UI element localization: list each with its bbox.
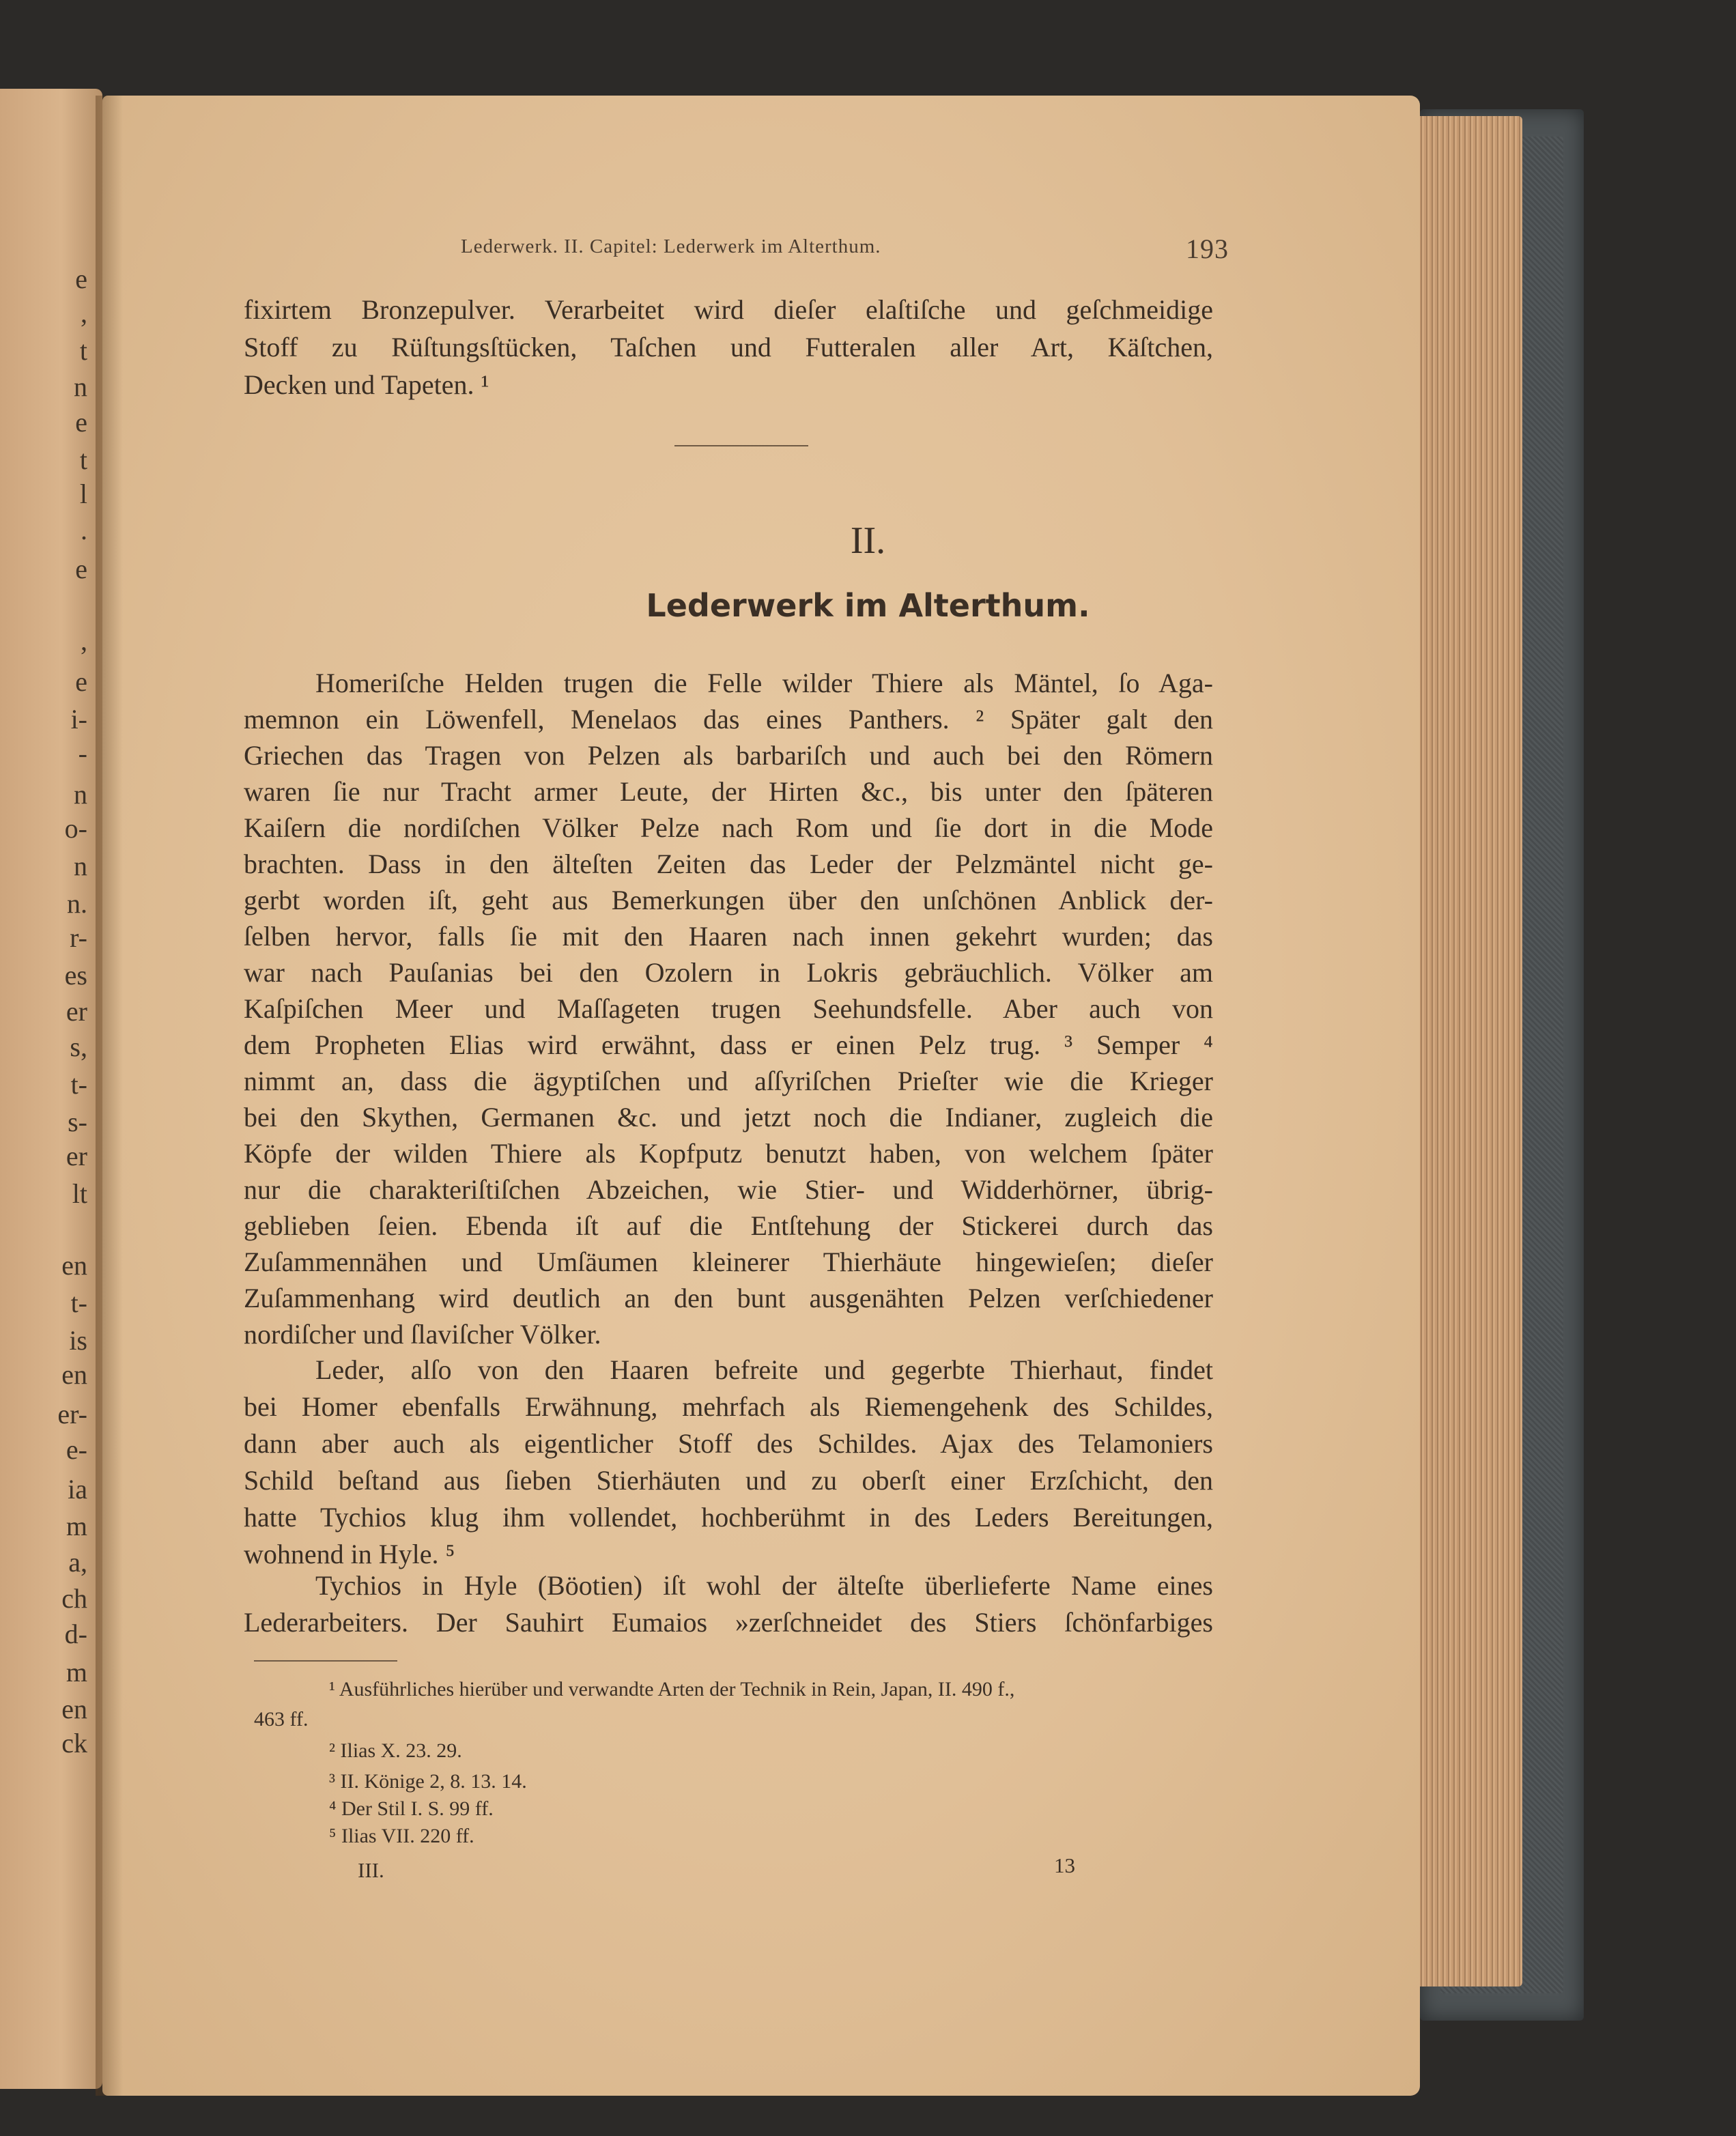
text-line: ſelben hervor, falls ſie mit den Haaren nach innen gekehrt wurden; das — [244, 921, 1213, 952]
text-line: brachten. Dass in den älteſten Zeiten das Leder der Pelzmäntel nicht ge- — [244, 849, 1213, 879]
footnote-line: ⁵ Ilias VII. 220 ff. — [329, 1825, 474, 1847]
left-margin-fragment: s- — [68, 1107, 87, 1137]
footnote-line: ¹ Ausführliches hierüber und verwandte Arten der Technik in Rein, Japan, II. 490 f., — [329, 1678, 1015, 1700]
page-stack-edge — [1413, 116, 1522, 1987]
facing-page-left — [0, 89, 102, 2089]
left-margin-fragment: e- — [66, 1434, 87, 1465]
text-line: dann aber auch als eigentlicher Stoff des Schildes. Ajax des Telamoniers — [244, 1428, 1213, 1459]
text-line: Leder, alſo von den Haaren befreite und gegerbte Thierhaut, findet — [315, 1354, 1213, 1385]
text-line: Tychios in Hyle (Böotien) iſt wohl der älteſte überlieferte Name eines — [315, 1570, 1213, 1601]
left-margin-fragment: n — [74, 371, 87, 402]
text-line: Lederarbeiters. Der Sauhirt Eumaios »zerſchneidet des Stiers ſchönfarbiges — [244, 1607, 1213, 1638]
left-margin-fragment: e — [75, 407, 87, 438]
section-divider — [674, 445, 808, 446]
left-margin-fragment: er — [66, 1141, 87, 1171]
text-line: bei Homer ebenfalls Erwähnung, mehrfach als Riemengehenk des Schildes, — [244, 1391, 1213, 1422]
text-line: dem Propheten Elias wird erwähnt, dass er einen Pelz trug. ³ Semper ⁴ — [244, 1029, 1213, 1060]
left-margin-fragment: e — [75, 554, 87, 584]
footnote-line: ² Ilias X. 23. 29. — [329, 1739, 462, 1762]
section-title: Lederwerk im Alterthum. — [646, 587, 1090, 624]
left-margin-fragment: - — [78, 738, 87, 769]
left-margin-fragment: n. — [67, 888, 87, 919]
left-margin-fragment: t — [79, 335, 87, 366]
left-margin-fragment: t- — [70, 1069, 87, 1100]
running-head-title: Lederwerk. II. Capitel: Lederwerk im Alterthum. — [461, 236, 881, 257]
footnote-line: ³ II. Könige 2, 8. 13. 14. — [329, 1770, 527, 1793]
text-line: geblieben ſeien. Ebenda iſt auf die Entſtehung der Stickerei durch das — [244, 1210, 1213, 1241]
text-line: Zuſammennähen und Umſäumen kleinerer Thierhäute hingewieſen; dieſer — [244, 1247, 1213, 1277]
section-number: II. — [850, 519, 886, 562]
text-line: Griechen das Tragen von Pelzen als barbariſch und auch bei den Römern — [244, 740, 1213, 771]
footnote-line: 463 ff. — [254, 1708, 309, 1731]
left-margin-fragment: t- — [70, 1287, 87, 1318]
text-line: nur die charakteriſtiſchen Abzeichen, wie Stier- und Widderhörner, übrig- — [244, 1174, 1213, 1205]
page-gutter-shadow — [96, 96, 123, 2096]
left-margin-fragment: ia — [68, 1474, 87, 1505]
left-margin-fragment: d- — [64, 1619, 87, 1649]
text-line: Köpfe der wilden Thiere als Kopfputz benutzt haben, von welchem ſpäter — [244, 1138, 1213, 1169]
text-line: Kaiſern die nordiſchen Völker Pelze nach Rom und ſie dort in die Mode — [244, 812, 1213, 843]
text-line: Zuſammenhang wird deutlich an den bunt ausgenähten Pelzen verſchiedener — [244, 1283, 1213, 1313]
left-margin-fragment: , — [81, 298, 87, 328]
footnote-rule — [254, 1660, 397, 1662]
left-margin-fragment: s, — [70, 1031, 87, 1062]
text-line: nordiſcher und ſlaviſcher Völker. — [244, 1319, 601, 1350]
text-line: bei den Skythen, Germanen &c. und jetzt noch die Indianer, zugleich die — [244, 1102, 1213, 1133]
left-margin-fragment: e — [75, 666, 87, 697]
left-margin-fragment: ck — [61, 1728, 87, 1758]
left-margin-fragment: n — [74, 779, 87, 810]
text-line: Decken und Tapeten. ¹ — [244, 369, 489, 400]
left-margin-fragment: a, — [68, 1547, 87, 1578]
left-margin-fragment: l — [79, 479, 87, 509]
left-margin-fragment: ch — [61, 1583, 87, 1614]
left-margin-fragment: r- — [70, 922, 87, 953]
text-line: gerbt worden iſt, geht aus Bemerkungen über den unſchönen Anblick der- — [244, 885, 1213, 915]
left-margin-fragment: lt — [72, 1178, 87, 1209]
left-margin-fragment: n — [74, 851, 87, 881]
text-line: Kaſpiſchen Meer und Maſſageten trugen Seehundsfelle. Aber auch von — [244, 993, 1213, 1024]
left-margin-fragment: es — [64, 960, 87, 991]
text-line: memnon ein Löwenfell, Menelaos das eines Panthers. ² Später galt den — [244, 704, 1213, 735]
left-margin-fragment: er — [66, 996, 87, 1027]
left-margin-fragment: m — [66, 1657, 87, 1688]
sheet-signature: 13 — [1054, 1853, 1075, 1877]
page-number: 193 — [1186, 233, 1229, 264]
left-margin-fragment: t — [79, 444, 87, 475]
text-line: nimmt an, dass die ägyptiſchen und aſſyriſchen Prieſter wie die Krieger — [244, 1066, 1213, 1096]
text-line: Schild beſtand aus ſieben Stierhäuten und zu oberſt einer Erzſchicht, den — [244, 1465, 1213, 1496]
text-line: waren ſie nur Tracht armer Leute, der Hirten &c., bis unter den ſpäteren — [244, 776, 1213, 807]
running-head — [382, 233, 1229, 270]
left-margin-fragment: e — [75, 264, 87, 294]
text-line: Stoff zu Rüſtungsſtücken, Taſchen und Futteralen aller Art, Käſtchen, — [244, 332, 1213, 362]
left-margin-fragment: o- — [64, 813, 87, 844]
left-margin-fragment: . — [81, 515, 87, 545]
left-margin-fragment: is — [69, 1325, 87, 1356]
left-margin-fragment: , — [81, 625, 87, 656]
text-line: Homeriſche Helden trugen die Felle wilder Thiere als Mäntel, ſo Aga- — [315, 668, 1213, 698]
text-line: war nach Pauſanias bei den Ozolern in Lokris gebräuchlich. Völker am — [244, 957, 1213, 988]
left-margin-fragment: i- — [70, 704, 87, 735]
left-margin-fragments — [0, 89, 96, 2089]
text-line: fixirtem Bronzepulver. Verarbeitet wird dieſer elaſtiſche und geſchmeidige — [244, 294, 1213, 325]
left-margin-fragment: en — [61, 1250, 87, 1281]
left-margin-fragment: m — [66, 1511, 87, 1541]
left-margin-fragment: en — [61, 1359, 87, 1390]
text-line: wohnend in Hyle. ⁵ — [244, 1539, 455, 1569]
left-margin-fragment: en — [61, 1694, 87, 1724]
footnote-line: ⁴ Der Stil I. S. 99 ff. — [329, 1797, 494, 1820]
text-line: hatte Tychios klug ihm vollendet, hochberühmt in des Leders Bereitungen, — [244, 1502, 1213, 1533]
volume-signature: III. — [358, 1858, 384, 1882]
left-margin-fragment: er- — [57, 1399, 87, 1429]
